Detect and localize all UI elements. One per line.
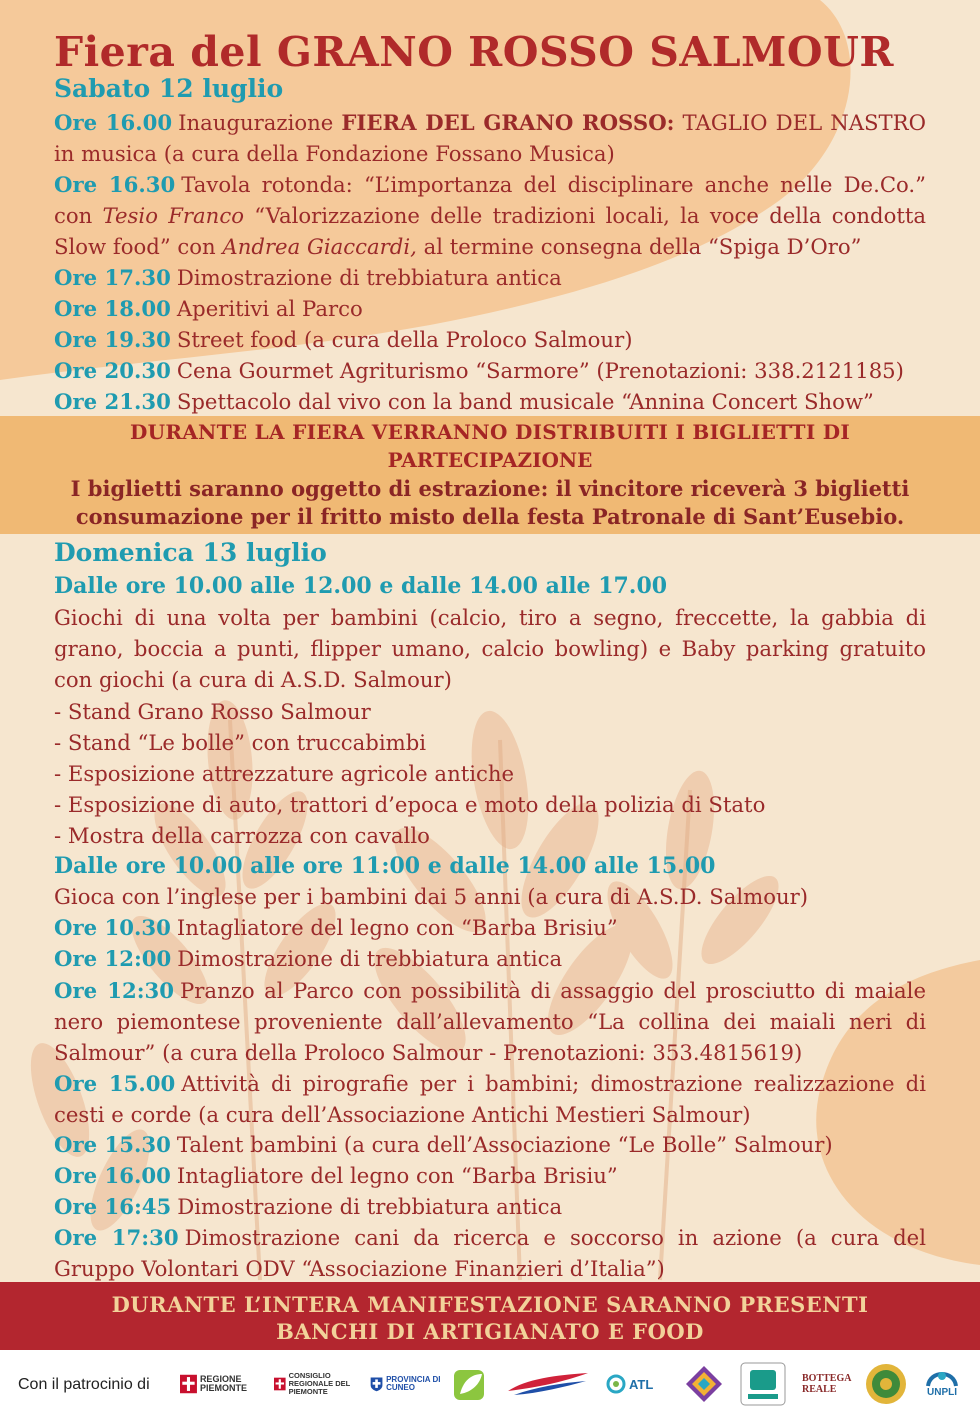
event-time: Ore 19.30 — [54, 327, 171, 352]
colorful-diamond-logo — [684, 1362, 728, 1406]
event-time: Ore 17:30 — [54, 1225, 179, 1250]
event-time: Ore 21.30 — [54, 389, 171, 414]
event-time: Ore 16.30 — [54, 172, 176, 197]
event-time: Ore 12:30 — [54, 978, 175, 1003]
tickets-notice — [0, 416, 980, 534]
sunday-heading: Domenica 13 luglio — [54, 538, 327, 567]
event-time: Ore 10.30 — [54, 915, 171, 940]
notice-heading-line2: PARTECIPAZIONE — [387, 448, 593, 472]
notice-text-line1: I biglietti saranno oggetto di estrazione: il vincitore riceverà 3 biglietti — [70, 476, 910, 501]
sunday-event-1: Ore 10.30 Intagliatore del legno con “Barba Brisiu” — [54, 915, 618, 940]
sunday-english: Gioca con l’inglese per i bambini dai 5 anni (a cura di A.S.D. Salmour) — [54, 884, 809, 909]
stand-item-2: - Stand “Le bolle” con truccabimbi — [54, 730, 427, 755]
unpli-logo: UNPLI — [920, 1362, 964, 1406]
atl-swirl-icon — [606, 1374, 626, 1394]
saturday-event-5: Ore 19.30 Street food (a cura della Proloco Salmour) — [54, 327, 633, 352]
patronage-footer — [0, 1350, 980, 1419]
saturday-event-4: Ore 18.00 Aperitivi al Parco — [54, 296, 363, 321]
teal-badge-icon — [740, 1362, 786, 1406]
red-cross-shield-icon — [180, 1372, 197, 1396]
crafts-food-banner — [0, 1282, 980, 1350]
bottega-reale-logo: BOTTEGA REALE — [802, 1373, 851, 1395]
green-emblem-logo — [450, 1362, 494, 1406]
consiglio-regionale-logo: CONSIGLIO REGIONALE DEL PIEMONTE — [274, 1362, 366, 1406]
event-time: Ore 16.00 — [54, 1163, 171, 1188]
leaf-emblem-icon — [450, 1364, 490, 1404]
stand-item-3: - Esposizione attrezzature agricole antiche — [54, 761, 515, 786]
patronage-label: Con il patrocinio di — [18, 1376, 150, 1393]
saturday-event-2: Ore 16.30 Tavola rotonda: “L’importanza del disciplinare anche nelle De.Co.” con Tesio Franco “Valorizzazione delle tradizioni locali, la voce della condotta Slow food” con Andrea Giaccardi, al termine consegna della “Spiga D’Oro” — [54, 172, 926, 259]
banner-line2: BANCHI DI ARTIGIANATO E FOOD — [276, 1319, 704, 1344]
saturday-event-7: Ore 21.30 Spettacolo dal vivo con la band musicale “Annina Concert Show” — [54, 389, 874, 414]
swoosh-logo — [506, 1362, 592, 1406]
atl-logo: ATL — [606, 1362, 666, 1406]
diamond-mosaic-icon — [684, 1364, 724, 1404]
sunday-event-3: Ore 12:30 Pranzo al Parco con possibilità di assaggio del prosciutto di maiale nero piemontese proveniente dall’allevamento “La collina dei maiali neri di Salmour” (a cura della Proloco Salmour - Prenotazioni: 353.4815619) — [54, 978, 926, 1065]
unpli-arc-icon — [924, 1362, 960, 1388]
sunday-slot-1: Dalle ore 10.00 alle 12.00 e dalle 14.00 alle 17.00 — [54, 573, 668, 599]
saturday-event-3: Ore 17.30 Dimostrazione di trebbiatura antica — [54, 265, 562, 290]
event-time: Ore 18.00 — [54, 296, 171, 321]
teal-square-logo — [740, 1362, 790, 1406]
event-time: Ore 12:00 — [54, 946, 172, 971]
stand-item-5: - Mostra della carrozza con cavallo — [54, 823, 430, 848]
round-seal-logo — [864, 1362, 910, 1406]
round-seal-icon — [864, 1362, 908, 1406]
ribbon-swoosh-icon — [506, 1369, 590, 1399]
sunday-event-5: Ore 15.30 Talent bambini (a cura dell’Associazione “Le Bolle” Salmour) — [54, 1132, 833, 1157]
event-time: Ore 15.30 — [54, 1132, 171, 1157]
stand-item-4: - Esposizione di auto, trattori d’epoca e moto della polizia di Stato — [54, 792, 766, 817]
event-time: Ore 15.00 — [54, 1071, 176, 1096]
sunday-event-2: Ore 12:00 Dimostrazione di trebbiatura antica — [54, 946, 563, 971]
event-time: Ore 20.30 — [54, 358, 171, 383]
event-time: Ore 16.00 — [54, 110, 173, 135]
regione-piemonte-logo: REGIONE PIEMONTE — [180, 1362, 270, 1406]
sunday-event-6: Ore 16.00 Intagliatore del legno con “Barba Brisiu” — [54, 1163, 618, 1188]
sunday-slot-2: Dalle ore 10.00 alle ore 11:00 e dalle 14.00 alle 15.00 — [54, 853, 716, 879]
stand-item-1: - Stand Grano Rosso Salmour — [54, 699, 371, 724]
notice-heading-line1: DURANTE LA FIERA VERRANNO DISTRIBUITI I BIGLIETTI DI — [129, 420, 851, 444]
red-cross-shield-icon — [274, 1372, 286, 1396]
page-title: Fiera del GRANO ROSSO SALMOUR — [54, 28, 894, 76]
sunday-games: Giochi di una volta per bambini (calcio, tiro a segno, freccette, la gabbia di grano, boccia a punti, flipper umano, calcio bowling) e Baby parking gratuito con giochi (a cura di A.S.D. Salmour) — [54, 605, 926, 692]
sunday-event-4: Ore 15.00 Attività di pirografie per i bambini; dimostrazione realizzazione di cesti e corde (a cura dell’Associazione Antichi Mestieri Salmour) — [54, 1071, 926, 1127]
provincia-cuneo-logo: PROVINCIA DI CUNEO — [370, 1362, 442, 1406]
event-time: Ore 17.30 — [54, 265, 171, 290]
coat-of-arms-icon — [370, 1372, 383, 1396]
sunday-event-8: Ore 17:30 Dimostrazione cani da ricerca e soccorso in azione (a cura del Gruppo Volontari ODV “Associazione Finanzieri d’Italia”) — [54, 1225, 926, 1281]
saturday-event-6: Ore 20.30 Cena Gourmet Agriturismo “Sarmore” (Prenotazioni: 338.2121185) — [54, 358, 904, 383]
saturday-event-1: Ore 16.00 Inaugurazione FIERA DEL GRANO ROSSO: TAGLIO DEL NASTRO in musica (a cura della Fondazione Fossano Musica) — [54, 110, 927, 166]
saturday-heading: Sabato 12 luglio — [54, 74, 284, 103]
banner-line1: DURANTE L’INTERA MANIFESTAZIONE SARANNO PRESENTI — [111, 1292, 869, 1317]
notice-text-line2: consumazione per il fritto misto della festa Patronale di Sant’Eusebio. — [75, 504, 905, 529]
event-time: Ore 16:45 — [54, 1194, 172, 1219]
sunday-event-7: Ore 16:45 Dimostrazione di trebbiatura antica — [54, 1194, 563, 1219]
